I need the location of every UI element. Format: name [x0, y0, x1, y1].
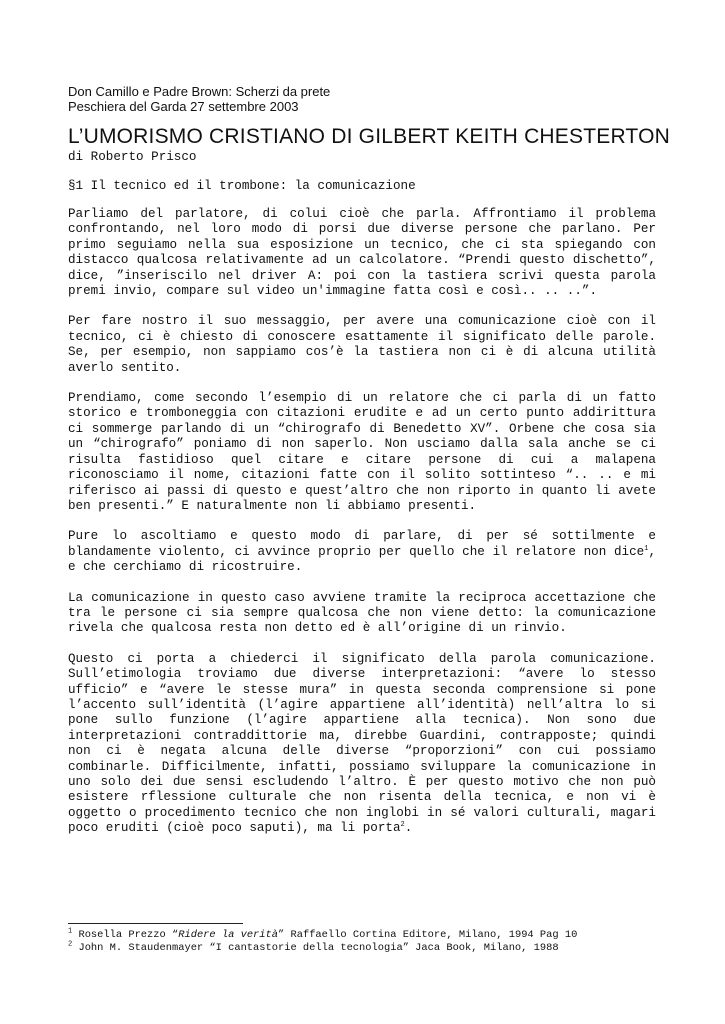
paragraph-text: , e che cerchiamo di ricostruire.: [68, 544, 656, 575]
footnote-reference: 1: [644, 544, 649, 553]
footnote-text: ” Raffaello Cortina Editore, Milano, 1994 Pag 10: [278, 929, 578, 941]
paragraph: Parliamo del parlatore, di colui cioè che parla. Affrontiamo il problema confrontando, nel loro modo di porsi due diverse persone che parlano. Per primo seguiamo nella sua esposizione un tecnico, che ci sta spiegando con distacco qualcosa relativamente ad un calcolatore. “Prendi questo dischetto”, dice, ”inseriscilo nel driver A: poi con la tastiera scrivi questa parola premi invio, compare sul video un'immagine fatta così e così.. .. ..”.: [68, 207, 656, 299]
footnote-text: John M. Staudenmayer “I cantastorie della tecnologia” Jaca Book, Milano, 1988: [78, 942, 559, 954]
document-title: L’UMORISMO CRISTIANO DI GILBERT KEITH CHESTERTON: [68, 125, 670, 148]
paragraph: Prendiamo, come secondo l’esempio di un relatore che ci parla di un fatto storico e tromboneggia con citazioni erudite e ad un certo punto addirittura ci sommerge parlando di un “chirografo di Benedetto XV”. Orbene che cosa sia un “chirografo” poniamo di non saperlo. Non usciamo dalla sala anche se ci risulta fastidioso quel citare e citare persone di cui a malapena riconosciamo il nome, citazioni fatte con il solito sottinteso “.. .. e mi riferisco ai passi di questo e quest’altro che non riporto in quanto li avete ben presenti.” E naturalmente non li abbiamo presenti.: [68, 391, 656, 513]
document-author: di Roberto Prisco: [68, 150, 197, 164]
footnote-number: 2: [68, 940, 73, 949]
paragraph: [68, 652, 656, 837]
section-heading: §1 Il tecnico ed il trombone: la comunicazione: [68, 179, 416, 193]
paragraph: [68, 529, 656, 575]
footnote-text: Rosella Prezzo “: [78, 929, 179, 941]
footnotes: [68, 929, 577, 955]
paragraph-text: Pure lo ascoltiamo e questo modo di parlare, di per sé sottilmente e blandamente violento, ci avvince proprio per quello che il relatore non dice: [68, 529, 656, 559]
footnote-number: 1: [68, 927, 73, 936]
header-event-title: Don Camillo e Padre Brown: Scherzi da prete: [68, 84, 331, 99]
footnote-title: Ridere la verità: [178, 929, 279, 941]
footnote: [68, 942, 577, 955]
paragraph-text: .: [404, 821, 413, 836]
paragraph: La comunicazione in questo caso avviene tramite la reciproca accettazione che tra le persone ci sia sempre qualcosa che non viene detto: la comunicazione rivela che qualcosa resta non detto ed è all’origine di un rinvio.: [68, 590, 656, 636]
document-header: [68, 84, 330, 114]
footnote: [68, 929, 577, 942]
paragraph-text: Questo ci porta a chiederci il significato della parola comunicazione. Sull’etimologia troviamo due diverse interpretazioni: “avere lo stesso ufficio” e “avere le stesse mura” in questa seconda comprensione si pone l’accento sull’identità (l’agire appartiene all’identità) nell’altra lo si pone sullo funzione (l’agire appartiene alla tecnica). Non sono due interpretazioni contraddittorie ma, direbbe Guardini, contrapposte; quindi non ci è negata alcuna delle diverse “proporzioni” con cui possiamo combinarle. Difficilmente, infatti, possiamo sviluppare la comunicazione in uno solo dei due sensi escludendo l’altro. È per questo motivo che non può esistere rflessione culturale che non risenta della tecnica, e non vi è oggetto o procedimento tecnico che non inglobi in sé valori culturali, magari poco eruditi (cioè poco saputi), ma li porta: [68, 651, 656, 836]
document-body: [68, 207, 656, 852]
footnote-reference: 2: [400, 821, 405, 830]
footnote-divider: [68, 923, 243, 924]
paragraph: Per fare nostro il suo messaggio, per avere una comunicazione cioè con il tecnico, ci è chiesto di conoscere esattamente il significato delle parole. Se, per esempio, non sappiamo cos’è la tastiera non ci è di alcuna utilità averlo sentito.: [68, 314, 656, 375]
header-place-date: Peschiera del Garda 27 settembre 2003: [68, 99, 299, 114]
